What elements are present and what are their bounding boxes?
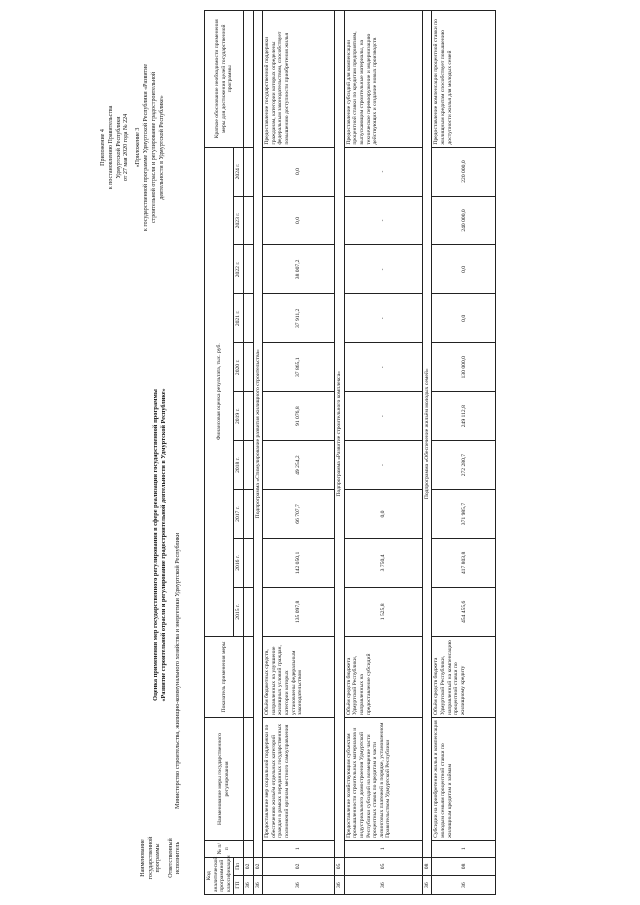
stamp-line: Приложение 4 (100, 129, 106, 166)
gp-code: 36 (422, 876, 432, 895)
gp-code: 36 (335, 876, 345, 895)
year-header: 2020 г. (234, 343, 244, 392)
value-cell: - (344, 392, 422, 441)
pp-code: 02 (253, 857, 263, 876)
value-cell: - (344, 196, 422, 245)
caption-line: исполнитель (175, 841, 182, 875)
value-cell: 37 911,2 (263, 294, 335, 343)
value-cell: 130 000,0 (432, 343, 496, 392)
year-header: 2017 г. (234, 490, 244, 539)
year-header: 2023 г. (234, 196, 244, 245)
measure-name: Предоставление хозяйствующим субъектам промышленности строительных материалов и индустриального домостроения Удмуртской Республики субсидий на возмещение части процентных ставок по кредитам и части лизинговых платежей в порядке, установленном Правительством Удмуртской Республики (344, 718, 422, 841)
caption-line: Наименование (140, 839, 146, 877)
pp-code: 08 (422, 857, 432, 876)
indicator-header: Показатель применения меры (205, 636, 244, 717)
value-cell: 3 750,4 (344, 538, 422, 587)
value-cell: - (344, 147, 422, 196)
pp-code: 05 (344, 857, 422, 876)
pp-header: Пп (234, 857, 244, 876)
stamp-line: от 27 мая 2020 года № 224 (123, 113, 130, 182)
measure-indicator: Объём средств бюджета Удмуртской Республики, направленный на компенсацию процентной ставки по жилищному кредиту (432, 636, 496, 717)
value-cell: 135 097,8 (263, 587, 335, 636)
responsible-executor: Министерство строительства, жилищно-коммунального хозяйства и энергетики Удмуртской Республики (174, 532, 181, 809)
stamp-line: деятельности в Удмуртской Республике» (158, 95, 165, 200)
stamp-line: к государственной программе Удмуртской Республики «Развитие (142, 63, 149, 232)
pp-code: 08 (432, 857, 496, 876)
value-cell: 454 455,6 (432, 587, 496, 636)
year-header: 2016 г. (234, 538, 244, 587)
year-header: 2015 г. (234, 587, 244, 636)
gp-header: ГП (234, 876, 244, 895)
measure-indicator: Объём средств бюджета Удмуртской Республики, направленных на предоставление субсидий (344, 636, 422, 717)
value-cell: 272 280,7 (432, 441, 496, 490)
subprogram-title: Подпрограмма «Обеспечение жильём молодых семей» (422, 11, 432, 858)
subprogram-title: Подпрограмма «Стимулирование развития жилищного строительства» (253, 11, 263, 858)
year-header: 2021 г. (234, 294, 244, 343)
subprogram-row (422, 11, 432, 895)
measure-name: Предоставление мер социальной поддержки по обеспечению жильём отдельных категорий граждан в рамках переданных государственных полномочий органам местного самоуправления (263, 718, 335, 841)
value-cell: 0,0 (432, 294, 496, 343)
document-subtitle: «Развитие строительной отрасли и регулирование градостроительной деятельности в Удмуртской Республике» (160, 388, 167, 702)
measure-name-header: Наименование меры государственного регулирования (205, 718, 244, 841)
value-cell: 249 112,8 (432, 392, 496, 441)
gp-code: 36 (263, 876, 335, 895)
value-cell: 1 525,8 (344, 587, 422, 636)
num-header: № п/п (205, 840, 244, 857)
rationale: Предоставление государственной поддержки гражданам, категории которых определены федеральным законодательством, способствует повышению доступности приобретения жилья (263, 11, 335, 148)
pp-code: 02 (243, 857, 253, 876)
stamp-line: строительной отрасли и регулирование градостроительной (150, 71, 157, 224)
row-number: 1 (432, 840, 496, 857)
title-block (152, 225, 168, 865)
finance-group-header: Финансовая оценка результата, тыс. руб. (205, 147, 234, 636)
year-header: 2022 г. (234, 245, 244, 294)
caption-line: Ответственный (167, 838, 174, 878)
year-header: 2019 г. (234, 392, 244, 441)
gp-code: 36 (253, 876, 263, 895)
rationale: Предоставление компенсации процентной ставки по жилищным кредитам способствует повышению доступности жилья для молодых семей (432, 11, 496, 148)
table-row (263, 11, 335, 895)
stamp-line: Удмуртской Республики (115, 116, 122, 179)
subprogram-row (253, 11, 263, 895)
value-cell: 220 000,0 (432, 147, 496, 196)
gp-code: 36 (243, 876, 253, 895)
value-cell: 91 076,8 (263, 392, 335, 441)
subprogram-title: Подпрограмма «Развитие строительного комплекса» (335, 11, 345, 858)
value-cell: 49 254,2 (263, 441, 335, 490)
value-cell: 371 985,7 (432, 490, 496, 539)
row-number: 1 (263, 840, 335, 857)
table-row (344, 11, 422, 895)
value-cell: 240 000,0 (432, 196, 496, 245)
caption-line: программы (155, 843, 162, 873)
subprogram-row (335, 11, 345, 895)
pp-code: 05 (335, 857, 345, 876)
table-row (432, 11, 496, 895)
value-cell: - (344, 245, 422, 294)
value-cell: 38 007,2 (263, 245, 335, 294)
code-row (243, 11, 253, 895)
value-cell: 142 050,1 (263, 538, 335, 587)
rationale: Предоставление субсидий для компенсации процентной ставки по кредитам предприятиям, выпускающим строительные материалы, на техническое перевооружение и модернизацию действующих и создание новых производств (344, 11, 422, 148)
value-cell: 0,0 (263, 147, 335, 196)
value-cell: 66 707,7 (263, 490, 335, 539)
header-row (205, 11, 234, 895)
stamp-line: «Приложение 3 (135, 127, 142, 168)
stamp-line: к постановлению Правительства (107, 105, 114, 190)
rationale-header: Краткое обоснование необходимости применения меры для достижения целей государственной программы (205, 11, 244, 148)
value-cell: 0,0 (263, 196, 335, 245)
value-cell: 0,0 (344, 490, 422, 539)
pp-code: 02 (263, 857, 335, 876)
row-number: 1 (344, 840, 422, 857)
measures-table (204, 10, 496, 895)
value-cell: 37 865,1 (263, 343, 335, 392)
gp-code: 36 (344, 876, 422, 895)
caption-line: государственной (147, 836, 154, 880)
document-title: Оценка применения мер государственного регулирования в сфере реализации государственной программы (152, 389, 159, 701)
value-cell: - (344, 441, 422, 490)
gp-code: 36 (432, 876, 496, 895)
measure-name: Субсидии на приобретение жилья и компенсация молодым семьям процентной ставки по жилищным кредитам и займам (432, 718, 496, 841)
code-group-header: Код аналитической программной классификации (205, 857, 234, 894)
value-cell: 417 803,8 (432, 538, 496, 587)
year-header: 2024 г. (234, 147, 244, 196)
value-cell: - (344, 294, 422, 343)
value-cell: 0,0 (432, 245, 496, 294)
measure-indicator: Объём бюджетных средств, направленных на улучшение жилищных условий граждан, категории которых установлены федеральным законодательством (263, 636, 335, 717)
year-header: 2018 г. (234, 441, 244, 490)
value-cell: - (344, 343, 422, 392)
